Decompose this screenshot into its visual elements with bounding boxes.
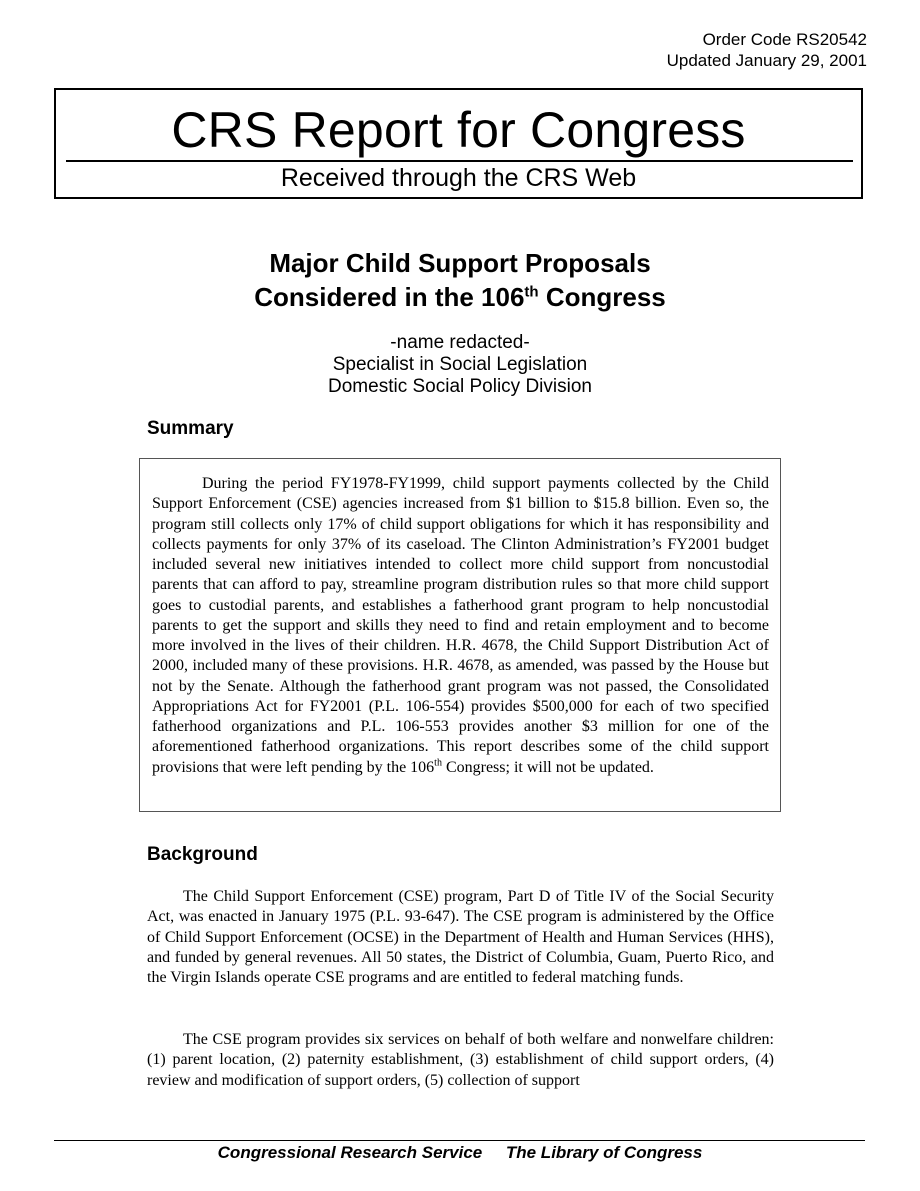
order-code: Order Code RS20542 xyxy=(702,30,867,49)
page-footer xyxy=(0,1143,920,1163)
updated-date: Updated January 29, 2001 xyxy=(666,51,867,70)
banner-title: CRS Report for Congress xyxy=(171,102,746,158)
title-line-2-end: Congress xyxy=(538,282,666,312)
order-info xyxy=(667,29,867,71)
author-role: Specialist in Social Legislation xyxy=(332,354,588,375)
report-banner xyxy=(54,88,863,199)
summary-superscript: th xyxy=(434,757,442,769)
background-paragraph-1: The Child Support Enforcement (CSE) program, Part D of Title IV of the Social Security Act, was enacted in January 1975 (P.L. 93-647). The CSE program is administered by the Office of Child Support Enforcement (OCSE) in the Department of Health and Human Services (HHS), and funded by general revenues. All 50 states, the District of Columbia, Guam, Puerto Rico, and the Virgin Islands operate CSE programs and are entitled to federal matching funds. xyxy=(147,888,774,987)
footer-divider xyxy=(54,1140,865,1141)
title-line-2-text: Considered in the 106 xyxy=(254,282,525,312)
footer-left: Congressional Research Service xyxy=(217,1143,483,1162)
background-paragraph-2: The CSE program provides six services on behalf of both welfare and nonwelfare children: (1) parent location, (2) paternity establishment, (3) establishment of child support orders, (4) review and modification of support orders, (5) collection of support xyxy=(147,1031,774,1089)
summary-heading: Summary xyxy=(147,418,234,439)
title-line-2 xyxy=(0,280,920,314)
banner-subtitle: Received through the CRS Web xyxy=(280,164,637,192)
title-superscript: th xyxy=(524,283,539,301)
footer-right: The Library of Congress xyxy=(505,1143,703,1162)
summary-box xyxy=(139,458,781,812)
title-line-1: Major Child Support Proposals xyxy=(269,248,651,278)
author-name: -name redacted- xyxy=(390,332,530,353)
background-heading: Background xyxy=(147,844,258,865)
banner-divider xyxy=(66,160,853,162)
summary-body: During the period FY1978-FY1999, child support payments collected by the Child Support Enforcement (CSE) agencies increased from $1 billion to $15.8 billion. Even so, the program still collects only 17% of child support obligations for which it has responsibility and collects payments for only 37% of its caseload. The Clinton Administration’s FY2001 budget included several new initiatives intended to collect more child support from noncustodial parents that can afford to pay, streamline program distribution rules so that more child support goes to custodial parents, and establishes a fatherhood grant program to help noncustodial parents to get the support and skills they need to find and retain employment and to become more involved in the lives of their children. H.R. 4678, the Child Support Distribution Act of 2000, included many of these provisions. H.R. 4678, as amended, was passed by the House but not by the Senate. Although the fatherhood grant program was not passed, the Consolidated Appropriations Act for FY2001 (P.L. 106-554) provides $500,000 for each of two specified fatherhood organizations and P.L. 106-553 provides another $3 million for one of the aforementioned fatherhood organizations. This report describes some of the child support provisions that were left pending by the 106 xyxy=(152,475,769,776)
report-title xyxy=(0,246,920,314)
summary-ending: Congress; it will not be updated. xyxy=(441,758,654,776)
author-division: Domestic Social Policy Division xyxy=(328,376,592,397)
author-block xyxy=(0,332,920,398)
summary-text xyxy=(152,474,769,778)
